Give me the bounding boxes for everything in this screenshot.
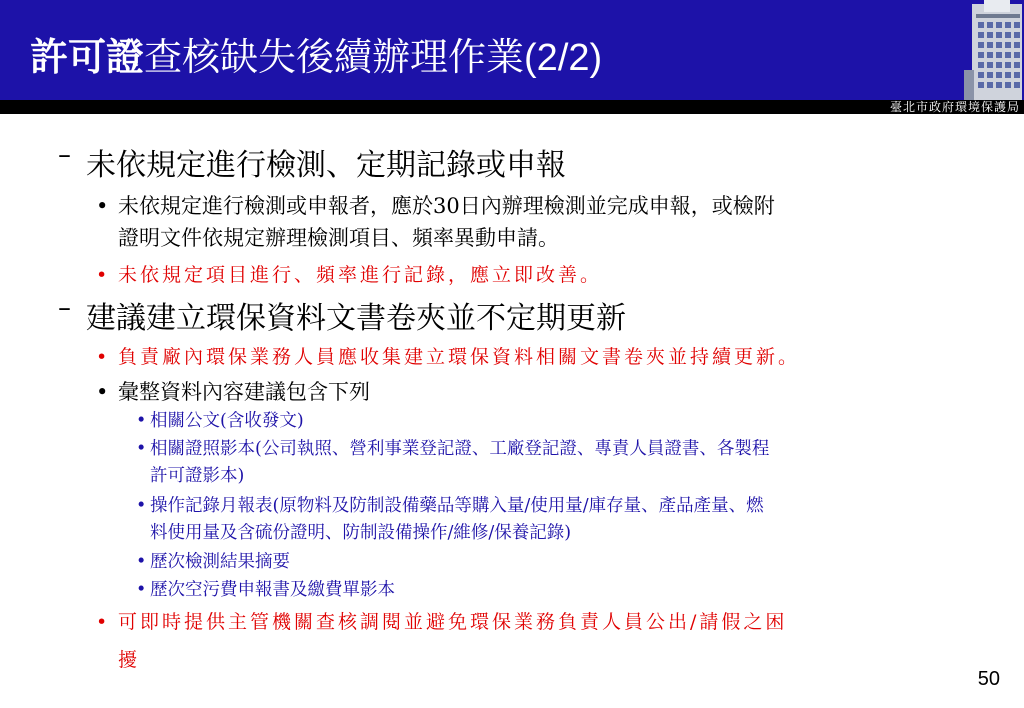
bullet-continuation: 證明文件依規定辦理檢測項目、頻率異動申請。 [118, 226, 559, 250]
bullet-continuation: 許可證影本) [150, 466, 245, 486]
bullet-level2-red [96, 342, 800, 369]
bullet-level1: 建議建立環保資料文書卷夾並不定期更新 [86, 301, 626, 336]
bullet-text: 可即時提供主管機關查核調閱並避免環保業務負責人員公出/請假之困 [118, 611, 788, 633]
bullet-level2-red [96, 607, 787, 634]
bullet-level2-red [96, 260, 602, 287]
title-rest: 查核缺失後續辦理作業 [144, 35, 525, 79]
bullet-level3 [136, 407, 304, 432]
bullet-level3 [136, 492, 764, 517]
bullet-level2 [96, 190, 775, 220]
bullet-text: 相關證照影本(公司執照、營利事業登記證、工廠登記證、專責人員證書、各製程 [150, 439, 770, 459]
bullet-level3 [136, 576, 395, 601]
bullet-text: 歷次檢測結果摘要 [150, 552, 290, 572]
bullet-text: 歷次空污費申報書及繳費單影本 [150, 580, 395, 600]
dash-marker: – [58, 140, 71, 170]
bullet-level3 [136, 435, 769, 460]
bullet-dot: • [136, 552, 147, 572]
org-label: 臺北市政府環境保護局 [889, 100, 1020, 114]
title-suffix: (2/2) [524, 37, 603, 79]
bullet-text: 未依規定項目進行、頻率進行記錄，應立即改善。 [118, 264, 603, 286]
bullet-text: 相關公文(含收發文) [150, 411, 304, 431]
bullet-continuation: 料使用量及含硫份證明、防制設備操作/維修/保養記錄) [150, 523, 572, 543]
bullet-dot: • [96, 346, 111, 368]
bullet-dot: • [96, 380, 109, 404]
bullet-dot: • [136, 580, 147, 600]
title-bold: 許可證 [30, 35, 145, 79]
bullet-dot: • [96, 611, 111, 633]
bullet-text: 未依規定進行檢測或申報者，應於30日內辦理檢測並完成申報，或檢附 [118, 194, 775, 218]
bullet-level2 [96, 376, 370, 406]
bullet-level1: 未依規定進行檢測、定期記錄或申報 [86, 148, 566, 183]
bullet-dot: • [136, 496, 147, 516]
bullet-text: 操作記錄月報表(原物料及防制設備藥品等購入量/使用量/庫存量、產品產量、燃 [150, 496, 764, 516]
bullet-dot: • [136, 439, 147, 459]
bullet-continuation: 擾 [118, 649, 141, 671]
bullet-level3 [136, 548, 290, 573]
page-number: 50 [977, 668, 1000, 690]
bullet-text: 彙整資料內容建議包含下列 [118, 380, 370, 404]
bullet-dot: • [136, 411, 147, 431]
bullet-dot: • [96, 194, 109, 218]
bullet-dot: • [96, 264, 111, 286]
dash-marker: – [58, 293, 71, 323]
bullet-text: 負責廠內環保業務人員應收集建立環保資料相關文書卷夾並持續更新。 [118, 346, 801, 368]
